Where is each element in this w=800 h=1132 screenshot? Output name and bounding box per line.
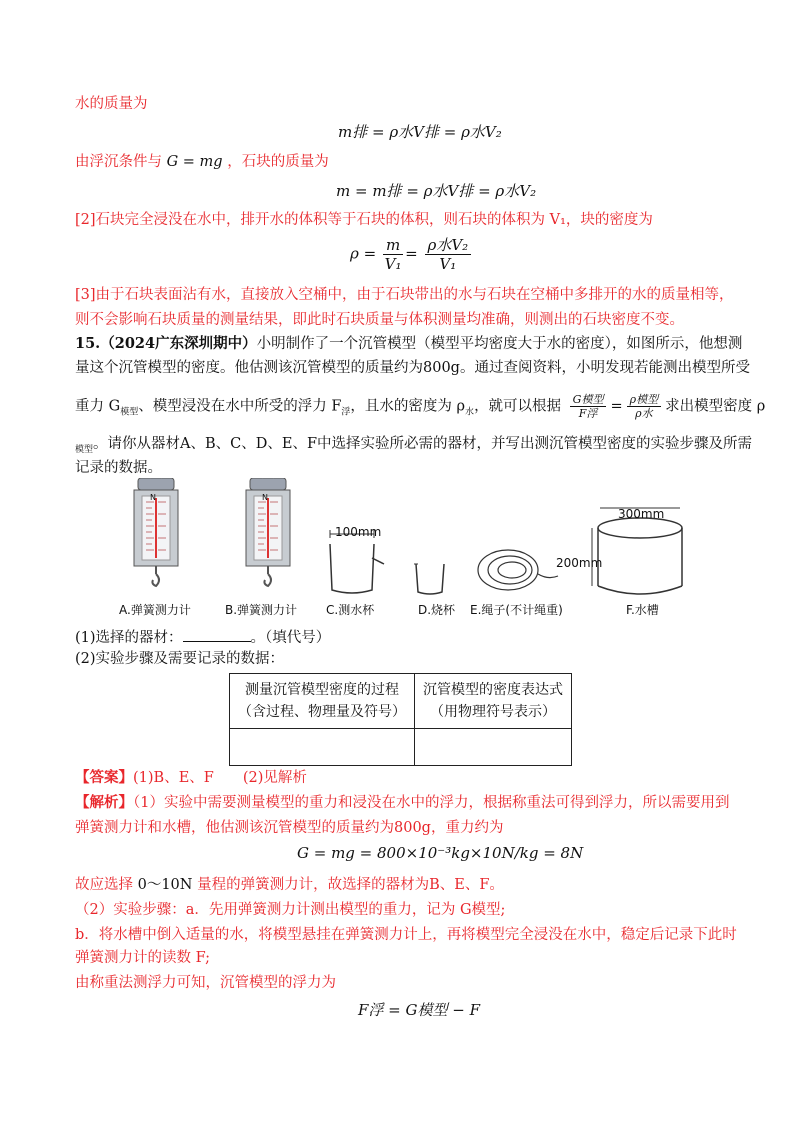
- table-cell-expression[interactable]: [415, 729, 572, 766]
- caption-d: D.烧杯: [418, 603, 456, 617]
- fraction: [383, 236, 403, 273]
- text-line: [2]石块完全浸没在水中，排开水的体积等于石块的体积，则石块的体积为 V₁，块的密度为: [75, 212, 653, 228]
- table-header-expression: [415, 674, 572, 729]
- question-number: 15.: [75, 335, 101, 352]
- analysis-line: b．将水槽中倒入适量的水，将模型悬挂在弹簧测力计上，再将模型完全浸没在水中，稳定后记录下此时: [75, 927, 737, 943]
- text-fragment: (1)选择的器材：: [75, 630, 183, 646]
- apparatus-figure: [110, 478, 710, 598]
- header-line: 沉管模型的密度表达式: [423, 682, 563, 698]
- dim-label-tank-width: 300mm: [618, 507, 665, 521]
- text-fragment: ，且水的密度为 ρ: [350, 398, 466, 415]
- frac-numerator: ρ水V₂: [425, 236, 472, 255]
- frac-numerator: G模型: [570, 393, 607, 407]
- header-line: （含过程、物理量及符号）: [238, 704, 406, 720]
- equation-weight: G = mg = 800×10⁻³kg×10N/kg = 8N: [297, 844, 584, 862]
- experiment-table: [229, 673, 572, 766]
- analysis-tag: 【解析】: [75, 794, 133, 811]
- inline-fraction: [627, 393, 661, 420]
- subscript: 模型: [120, 407, 139, 418]
- rope-coil-icon: [478, 550, 558, 590]
- equation-density: ρ = $\frac{m}{\text{V₁}}$ = $\frac{\text{ρ水V₂}}{\text{V₁}}$: [350, 236, 473, 273]
- caption-a: A.弹簧测力计: [119, 603, 191, 617]
- analysis-line: 弹簧测力计的读数 F;: [75, 950, 211, 966]
- text-fragment: 量程的弹簧测力计，故选择的器材为B、E、F。: [197, 877, 504, 893]
- spring-scale-unit: N: [262, 493, 268, 502]
- text-fragment: 重力 G: [75, 398, 121, 415]
- text-fragment: 求出模型密度 ρ: [665, 398, 766, 415]
- text-fragment: 由浮沉条件与: [75, 154, 162, 170]
- answer-line: [75, 768, 735, 788]
- analysis-line: 由称重法测浮力可知，沉管模型的浮力为: [75, 975, 336, 991]
- question-header: [75, 334, 743, 354]
- subscript: 浮: [341, 407, 351, 418]
- question-text: 记录的数据。: [75, 460, 162, 476]
- frac-denominator: V₁: [439, 255, 457, 273]
- beaker-icon: [414, 564, 444, 594]
- frac-numerator: m: [383, 236, 403, 255]
- question-text: 小明制作了一个沉管模型（模型平均密度大于水的密度），如图所示，他想测: [256, 336, 743, 352]
- question-text: [75, 434, 753, 460]
- caption-f: F.水槽: [626, 603, 659, 617]
- question-text: 量这个沉管模型的密度。他估测该沉管模型的质量约为800g。通过查阅资料，小明发现若能测出模型所受: [75, 360, 750, 376]
- subquestion-1: [75, 627, 735, 648]
- fraction: [425, 236, 472, 273]
- caption-c: C.测水杯: [326, 603, 375, 617]
- analysis-text: （1）实验中需要测量模型的重力和浸没在水中的浮力，根据称重法可得到浮力，所以需要用到: [133, 795, 730, 811]
- text-fragment: 。请你从器材A、B、C、D、E、F中选择实验所必需的器材，并写出测沉管模型密度的实验步骤及所需: [93, 436, 753, 452]
- caption-b: B.弹簧测力计: [225, 603, 298, 617]
- spring-scale-b-icon: [246, 478, 290, 586]
- analysis-line: （2）实验步骤：a．先用弹簧测力计测出模型的重力，记为 G模型;: [75, 902, 506, 918]
- subquestion-2: (2)实验步骤及需要记录的数据：: [75, 651, 285, 667]
- text-line: 则不会影响石块质量的测量结果，即此时石块质量与体积测量均准确，则测出的石块密度不变。: [75, 312, 684, 328]
- caption-e: E.绳子(不计绳重): [470, 603, 563, 617]
- text-fragment: 故应选择: [75, 877, 133, 893]
- question-text: 重力 $G_{模型}$、模型浸没在水中所受的浮力 $F_浮$，且水的密度为 $\rho_水$，就可以根据 $\frac{\text{G模型}}{\text{F浮}}$ = $\frac{\text{ρ模型}}{\text{ρ水}}$ 求出模型密度 ρ: [75, 393, 766, 420]
- inline-equation: G = mg: [166, 154, 223, 170]
- text-fragment: ，石块的质量为: [227, 154, 329, 170]
- table-header-process: [230, 674, 415, 729]
- spring-scale-unit: N: [150, 493, 156, 502]
- overflow-cup-icon: [330, 530, 384, 593]
- frac-denominator: ρ水: [635, 407, 653, 420]
- analysis-line: [75, 793, 735, 813]
- text-line: 水的质量为: [75, 96, 148, 112]
- answer-tag: 【答案】: [75, 769, 133, 786]
- answer-blank[interactable]: [183, 627, 251, 642]
- frac-numerator: ρ模型: [627, 393, 661, 407]
- equation-m-displaced: m排 = ρ水V排 = ρ水V₂: [338, 123, 502, 141]
- text-fragment: 。（填代号）: [250, 630, 331, 646]
- dim-label-tank-height: 200mm: [556, 556, 603, 570]
- equation-stone-mass: m = m排 = ρ水V排 = ρ水V₂: [336, 182, 537, 200]
- analysis-line: 弹簧测力计和水槽，他估测该沉管模型的质量约为800g，重力约为: [75, 820, 504, 836]
- text-line: [75, 152, 735, 172]
- spring-scale-a-icon: [134, 478, 178, 586]
- dim-label-cup: 100mm: [335, 525, 382, 539]
- header-line: 测量沉管模型密度的过程: [245, 682, 399, 698]
- inline-equation: 0～10N: [137, 877, 193, 893]
- subscript: 模型: [75, 444, 94, 455]
- subscript: 水: [465, 407, 475, 418]
- table-cell-process[interactable]: [230, 729, 415, 766]
- text-fragment: ，就可以根据: [474, 398, 562, 415]
- analysis-line: [75, 875, 735, 895]
- eq-lhs: ρ =: [350, 244, 377, 263]
- inline-fraction: [570, 393, 607, 420]
- frac-denominator: F浮: [578, 407, 598, 420]
- answer-text: (1)B、E、F (2)见解析: [133, 770, 307, 786]
- text-fragment: 、模型浸没在水中所受的浮力 F: [138, 398, 342, 415]
- header-line: （用物理符号表示）: [430, 704, 556, 720]
- question-source: （2024广东深圳期中）: [100, 335, 257, 352]
- frac-denominator: V₁: [384, 255, 402, 273]
- text-line: [3]由于石块表面沾有水，直接放入空桶中，由于石块带出的水与石块在空桶中多排开的水的质量相等，: [75, 287, 734, 303]
- equation-buoyancy: F浮 = G模型 − F: [358, 1001, 481, 1019]
